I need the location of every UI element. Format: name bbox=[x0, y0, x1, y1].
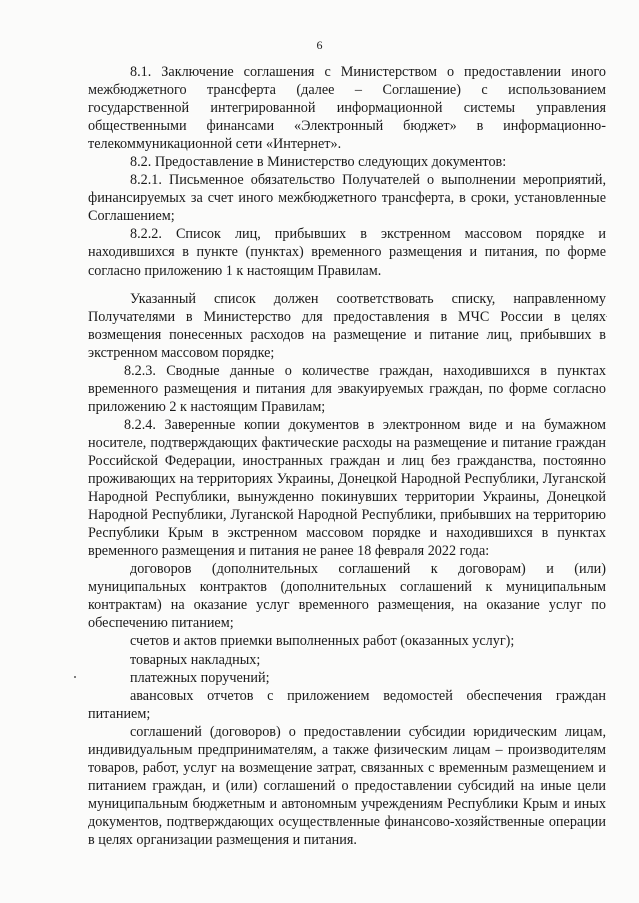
paragraph-8-2-2: 8.2.2. Список лиц, прибывших в экстренном массовом порядке и находившихся в пункте (пунктах) временного размещения и питания, по форме согласно приложению 1 к настоящим Правилам. bbox=[88, 226, 606, 279]
document-body bbox=[88, 63, 606, 849]
paragraph-8-2: 8.2. Предоставление в Министерство следующих документов: bbox=[130, 154, 507, 171]
paragraph-8-2-3: 8.2.3. Сводные данные о количестве граждан, находившихся в пунктах временного размещения и питания для эвакуируемых граждан, по форме согласно приложению 2 к настоящим Правилам; bbox=[88, 362, 606, 415]
page-number: 6 bbox=[316, 38, 323, 52]
paragraph-8-2-4: 8.2.4. Заверенные копии документов в электронном виде и на бумажном носителе, подтверждающих фактические расходы на размещение и питание граждан Российской Федерации, иностранных граждан и лиц без гражданства, постоянно проживающих на территориях Украины, Донецкой Народной Республики, Луганской Народной Республики, вынужденно покинувших территории Украины, Донецкой Народной Республики, Луганской Народной Республики, прибывших на территорию Республики Крым в экстренном массовом порядке и находившихся в пунктах временного размещения и питания не ранее 18 февраля 2022 года: bbox=[88, 416, 606, 560]
scan-speck bbox=[74, 676, 76, 678]
list-item-advance-reports: авансовых отчетов с приложением ведомостей обеспечения граждан питанием; bbox=[88, 687, 606, 722]
paragraph-list-note: Указанный список должен соответствовать списку, направленному Получателями в Министерство для предоставления в МЧС России в целях возмещения понесенных расходов на размещение и питание лиц, прибывших в экстренном массовом порядке; bbox=[88, 290, 606, 361]
paragraph-8-1: 8.1. Заключение соглашения с Министерством о предоставлении иного межбюджетного трансферта (далее – Соглашение) с использованием государственной интегрированной информационной системы управления общественными финансами «Электронный бюджет» в информационно-телекоммуникационной сети «Интернет». bbox=[88, 64, 606, 153]
scan-speck bbox=[606, 316, 607, 317]
list-item-payment-orders: платежных поручений; bbox=[130, 669, 270, 686]
list-item-invoices-acts: счетов и актов приемки выполненных работ (оказанных услуг); bbox=[130, 633, 515, 650]
paragraph-8-2-1: 8.2.1. Письменное обязательство Получателей о выполнении мероприятий, финансируемых за счет иного межбюджетного трансферта, в сроки, установленные Соглашением; bbox=[88, 172, 606, 225]
list-item-subsidy-agreements: соглашений (договоров) о предоставлении субсидии юридическим лицам, индивидуальным предпринимателям, а также физическим лицам – производителям товаров, работ, услуг на возмещение затрат, связанных с временным размещением и питанием граждан, и (или) соглашений о предоставлении субсидий на иные цели муниципальным бюджетным и автономным учреждениям Республики Крым и иных документов, подтверждающих осуществленные финансово-хозяйственные операции в целях организации размещения и питания. bbox=[88, 723, 606, 848]
list-item-contracts: договоров (дополнительных соглашений к договорам) и (или) муниципальных контрактов (дополнительных соглашений к муниципальным контрактам) на оказание услуг временного размещения, на оказание услуг по обеспечению питанием; bbox=[88, 561, 606, 632]
list-item-waybills: товарных накладных; bbox=[130, 651, 261, 668]
